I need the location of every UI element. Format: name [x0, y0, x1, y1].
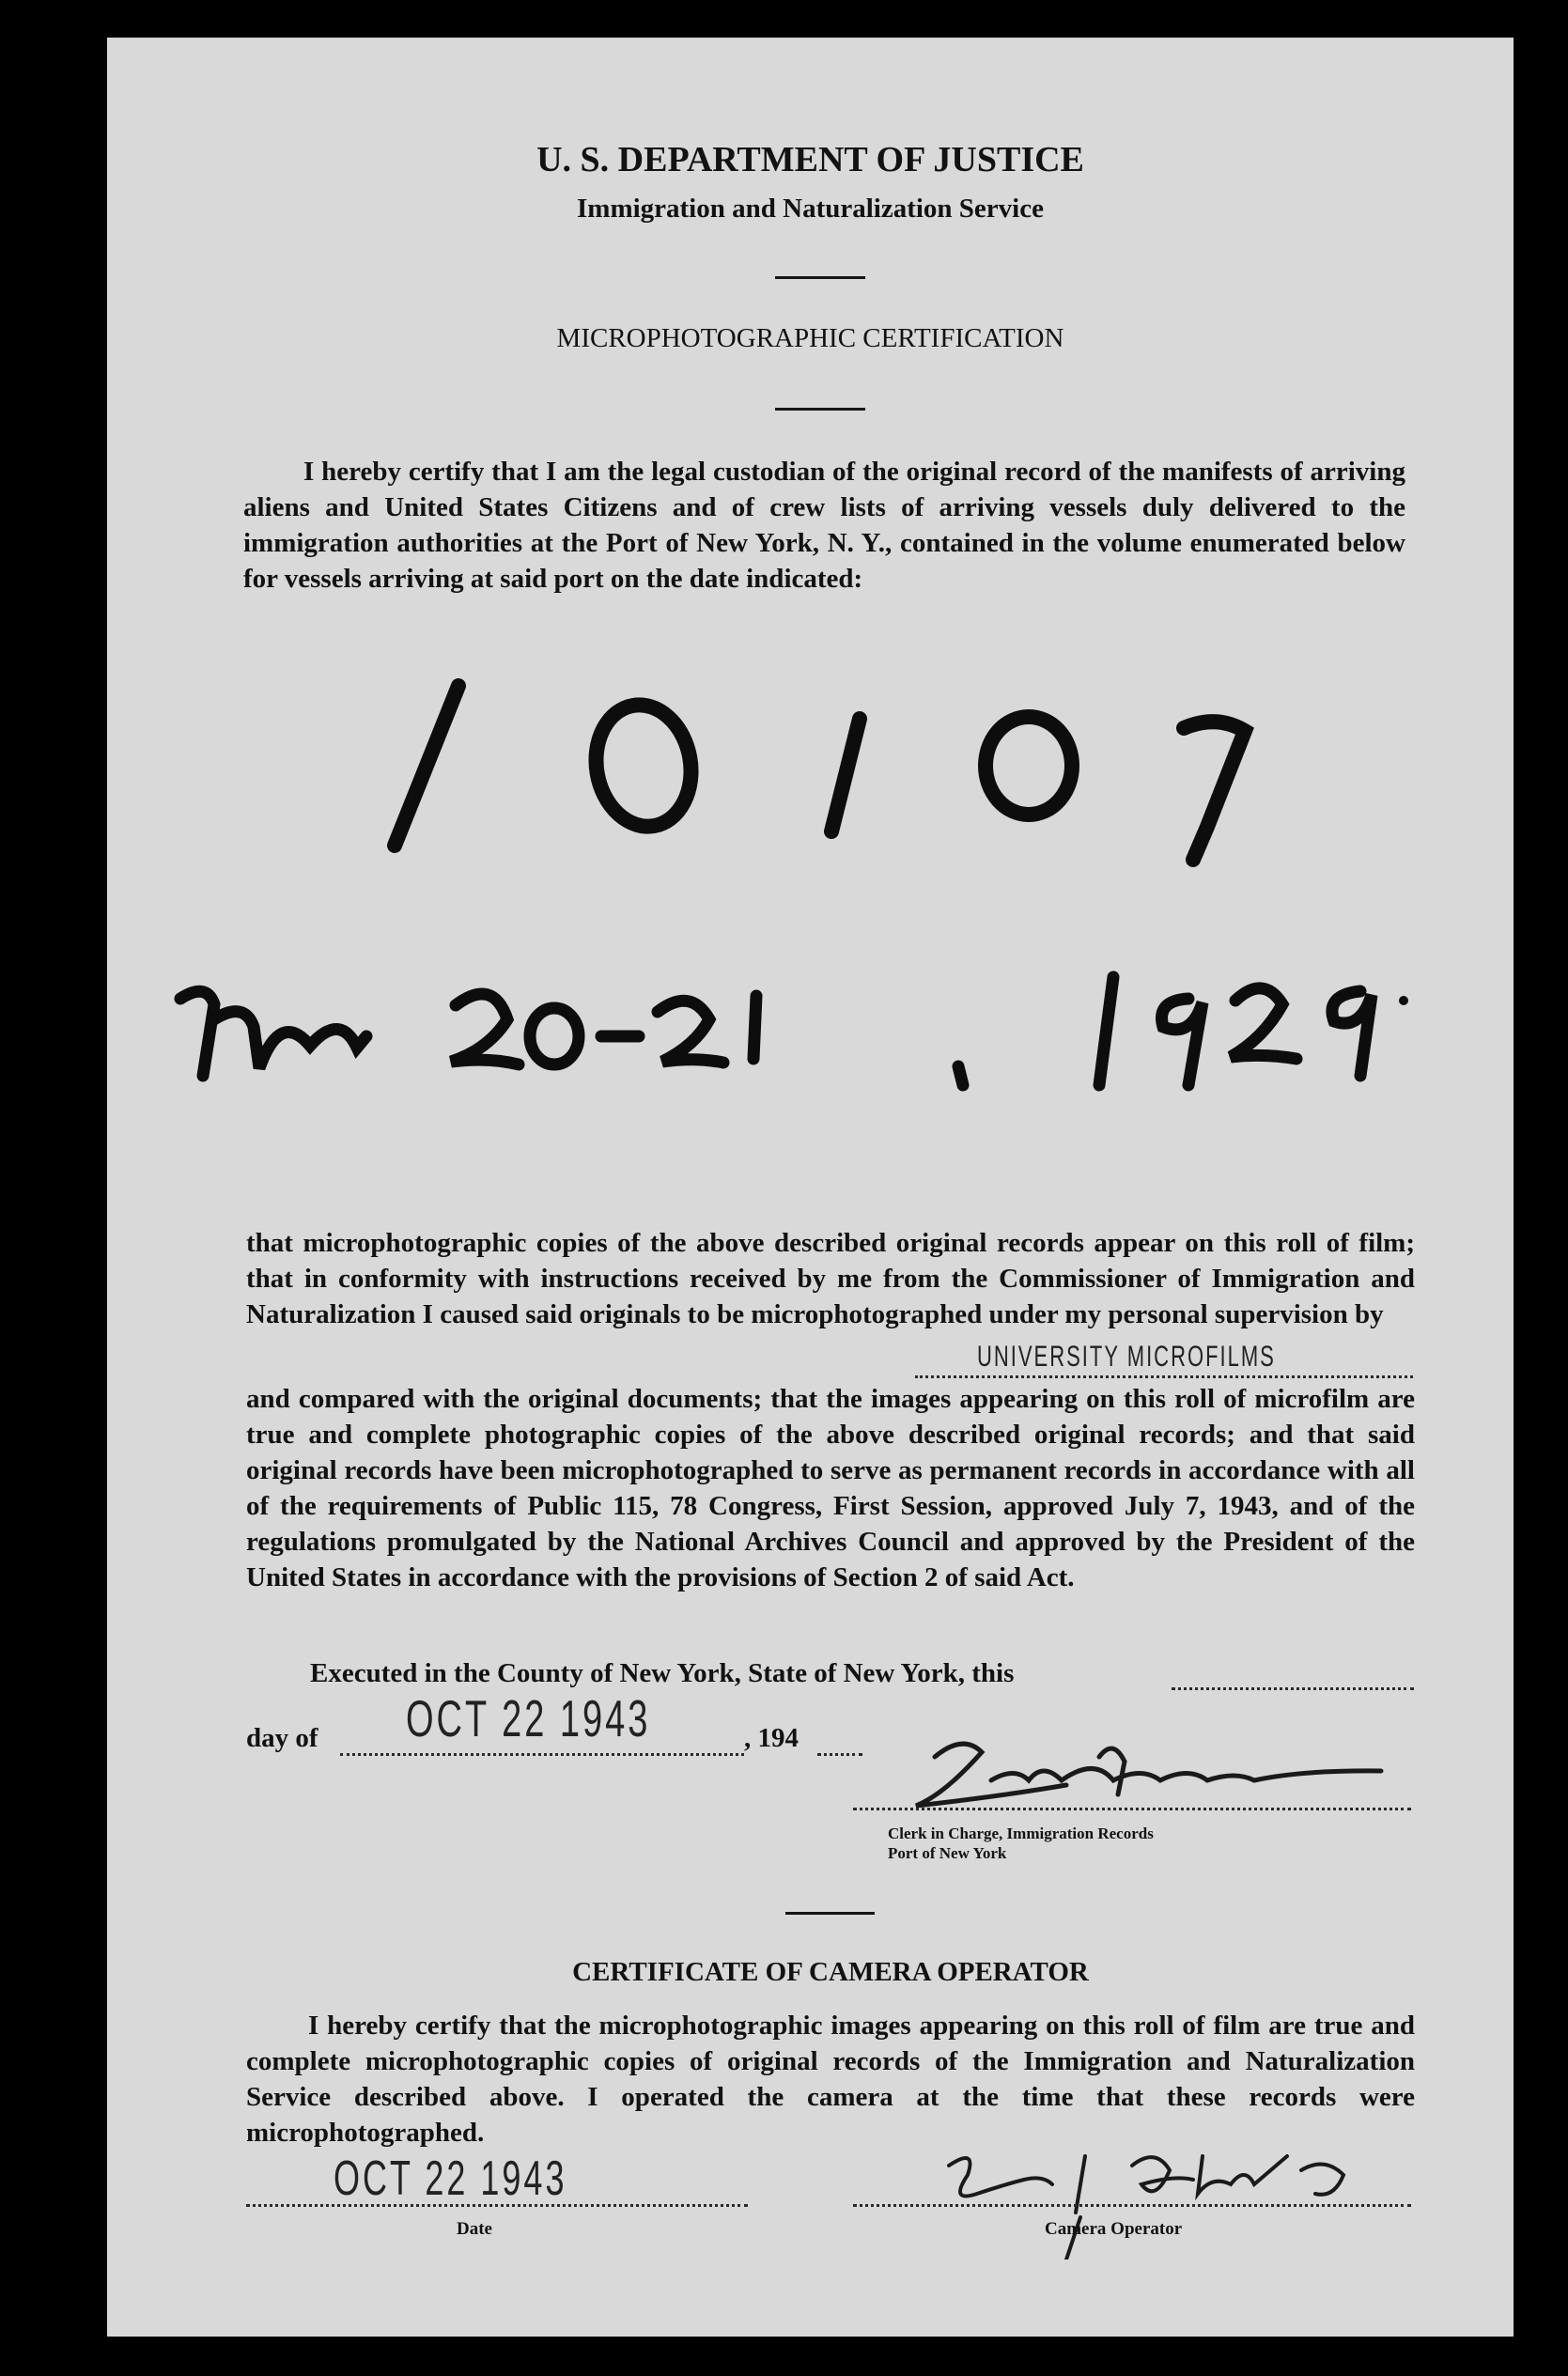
date-label: Date — [457, 2219, 492, 2239]
microfilmed-by-line — [915, 1375, 1413, 1378]
certification-title: MICROPHOTOGRAPHIC CERTIFICATION — [556, 323, 1064, 353]
intro-paragraph: I hereby certify that I am the legal custodian of the original record of the manifests of arriving aliens and United States Citizens and of crew lists of arriving vessels duly delivered to the immigration authorities at the Port of New York, N. Y., contained in the volume enumerated below for vessels arriving at said port on the date indicated: — [243, 457, 1405, 594]
microfilmed-by-stamp: UNIVERSITY MICROFILMS — [977, 1339, 1276, 1374]
day-of-label: day of — [246, 1723, 318, 1753]
camera-certificate-title: CERTIFICATE OF CAMERA OPERATOR — [572, 1957, 1089, 1987]
clerk-signature — [878, 1729, 1390, 1813]
divider — [775, 408, 865, 411]
camera-operator-signature — [930, 2128, 1400, 2260]
certificate-sheet — [107, 38, 1514, 2337]
divider — [785, 1912, 875, 1915]
execution-day-line — [1172, 1687, 1414, 1690]
handwritten-volume-number — [357, 658, 1278, 883]
year-line — [817, 1753, 862, 1756]
service-subheading: Immigration and Naturalization Service — [577, 194, 1044, 224]
middle-paragraph-part2: and compared with the original documents; that the images appearing on this roll of microfilm are true and complete photographic copies of the above described original records; and that said original records have been microphotographed to serve as permanent records in accordance with all of the requirements of Public 115, 78 Congress, First Session, approved July 7, 1943, and of the regulations promulgated by the National Archives Council and approved by the President of the United States in accordance with the provisions of Section 2 of said Act. — [246, 1384, 1415, 1592]
execution-stamped-date: OCT 22 1943 — [406, 1691, 651, 1748]
department-heading: U. S. DEPARTMENT OF JUSTICE — [536, 140, 1084, 179]
date-line — [246, 2204, 748, 2207]
camera-operator-label: Camera Operator — [1045, 2219, 1183, 2239]
clerk-signature-line — [853, 1808, 1411, 1810]
clerk-title-line2: Port of New York — [888, 1844, 1007, 1862]
execution-line: Executed in the County of New York, State of New York, this — [310, 1658, 1015, 1688]
clerk-title-line1: Clerk in Charge, Immigration Records — [888, 1825, 1154, 1842]
middle-paragraph-part1: that microphotographic copies of the above described original records appear on this roll of film; that in conformity with instructions received by me from the Commissioner of Immigration and Naturalization I caused said originals to be microphotographed under my personal supervision by — [246, 1228, 1415, 1329]
handwritten-date-range — [169, 935, 1419, 1113]
day-of-line — [340, 1753, 744, 1756]
camera-operator-line — [853, 2204, 1411, 2207]
divider — [775, 276, 865, 279]
camera-stamped-date: OCT 22 1943 — [334, 2150, 567, 2206]
year-prefix: , 194 — [744, 1723, 799, 1753]
camera-certificate-paragraph: I hereby certify that the microphotographic images appearing on this roll of film are true and complete microphotographic copies of original records of the Immigration and Naturalization Service described above. I operated the camera at the time that these records were microphotographed. — [246, 2011, 1415, 2148]
